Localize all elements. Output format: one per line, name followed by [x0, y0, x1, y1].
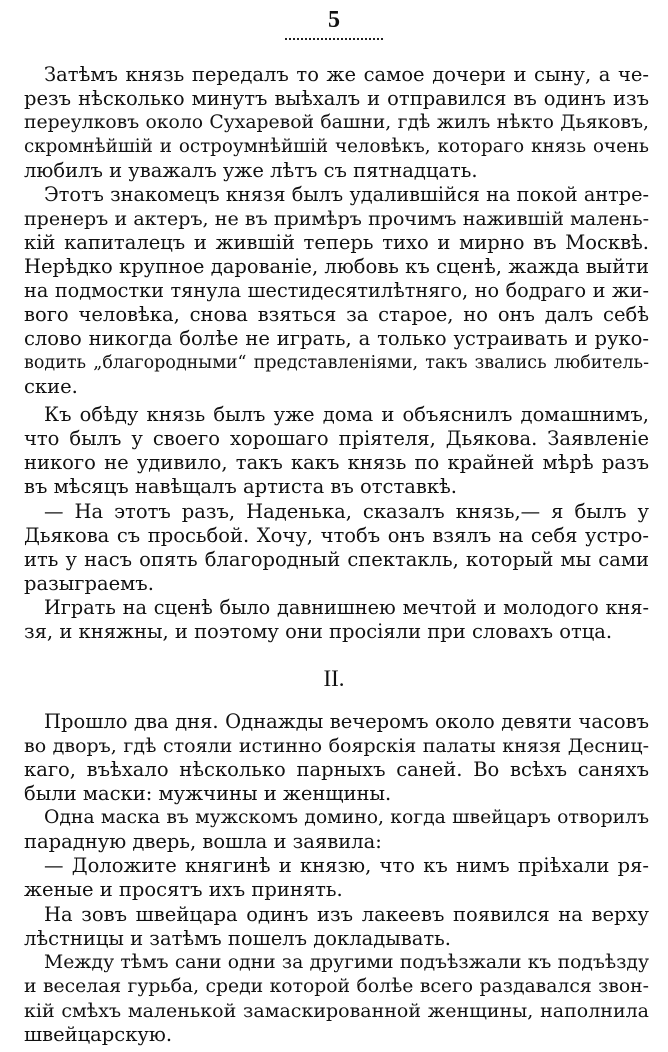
text-line: каго, въѣхало нѣсколько парныхъ саней. Во всѣхъ саняхъ	[24, 758, 649, 781]
text-line: въ мѣсяцъ навѣщалъ артиста въ отставкѣ.	[24, 475, 457, 498]
text-line: На зовъ швейцара одинъ изъ лакеевъ появился на верху	[44, 903, 649, 926]
text-line: что былъ у своего хорошаго пріятеля, Дьякова. Заявленіе	[24, 427, 649, 450]
text-line: — На этотъ разъ, Наденька, сказалъ князь,— я былъ у	[44, 500, 649, 523]
text-line: Нерѣдко крупное дарованіе, любовь къ сценѣ, жажда выйти	[24, 255, 649, 278]
text-line: никого не удивило, такъ какъ князь по крайней мѣрѣ разъ	[24, 451, 649, 474]
text-line: во дворъ, гдѣ стояли истинно боярскія палаты князя Десниц-	[24, 735, 649, 757]
text-line: разыграемъ.	[24, 572, 154, 595]
text-line: скромнѣйшій и остроумнѣйшій человѣкъ, котораго князь очень	[24, 136, 649, 157]
text-line: женые и просятъ ихъ принять.	[24, 878, 343, 901]
text-line: кій смѣхъ маленькой замаскированной женщины, наполнила	[24, 1000, 649, 1022]
text-line: ские.	[24, 375, 78, 398]
text-line: — Доложите княгинѣ и князю, что къ нимъ пріѣхали ря-	[44, 854, 649, 877]
text-line: Къ обѣду князь былъ уже дома и объяснилъ домашнимъ,	[44, 403, 649, 426]
text-line: слово никогда болѣе не играть, а только устраивать и руко-	[24, 327, 649, 350]
text-line: швейцарскую.	[24, 1023, 173, 1046]
text-line: были маски: мужчины и женщины.	[24, 782, 392, 805]
text-line: Затѣмъ князь передалъ то же самое дочери и сыну, а че-	[44, 63, 649, 86]
text-line: лѣстницы и затѣмъ пошелъ докладывать.	[24, 927, 451, 950]
text-line: Между тѣмъ сани одни за другими подъѣзжали къ подъѣзду	[44, 952, 649, 973]
text-line: любилъ и уважалъ уже лѣтъ съ пятнадцать.	[24, 159, 478, 182]
text-line: парадную дверь, вошла и заявила:	[24, 830, 382, 853]
text-line: Одна маска въ мужскомъ домино, когда швейцаръ отворилъ	[44, 807, 649, 828]
chapter-heading: II.	[323, 666, 345, 691]
text-line: вого человѣка, снова взяться за старое, но онъ далъ себѣ	[24, 303, 649, 326]
text-line: Дьякова съ просьбой. Хочу, чтобъ онъ взялъ на себя устро-	[24, 524, 649, 547]
text-line: Прошло два дня. Однажды вечеромъ около девяти часовъ	[44, 710, 649, 733]
text-line: Играть на сценѣ было давнишнею мечтой и молодого кня-	[44, 596, 649, 619]
text-line: и веселая гурьба, среди которой болѣе всего раздавался звон-	[24, 976, 649, 997]
text-line: водить „благородными“ представленіями, такъ звались любитель-	[24, 353, 649, 373]
page-number-rule	[285, 38, 383, 40]
text-line: пренеръ и актеръ, не въ примѣръ прочимъ нажившій малень-	[24, 208, 649, 230]
text-line: переулковъ около Сухаревой башни, гдѣ жилъ нѣкто Дьяковъ,	[24, 112, 649, 133]
page-number: 5	[328, 7, 340, 33]
text-line: Этотъ знакомецъ князя былъ удалившійся на покой антре-	[44, 183, 649, 206]
text-line: резъ нѣсколько минутъ выѣхалъ и отправился въ одинъ изъ	[24, 87, 649, 110]
text-line: кій капиталецъ и жившій теперь тихо и мирно въ Москвѣ.	[24, 231, 649, 254]
text-line: зя, и княжны, и поэтому они просіяли при словахъ отца.	[24, 620, 613, 643]
text-line: на подмостки тянула шестидесятилѣтняго, но бодраго и жи-	[24, 279, 649, 302]
text-line: ить у насъ опять благородный спектакль, который мы сами	[24, 548, 649, 571]
